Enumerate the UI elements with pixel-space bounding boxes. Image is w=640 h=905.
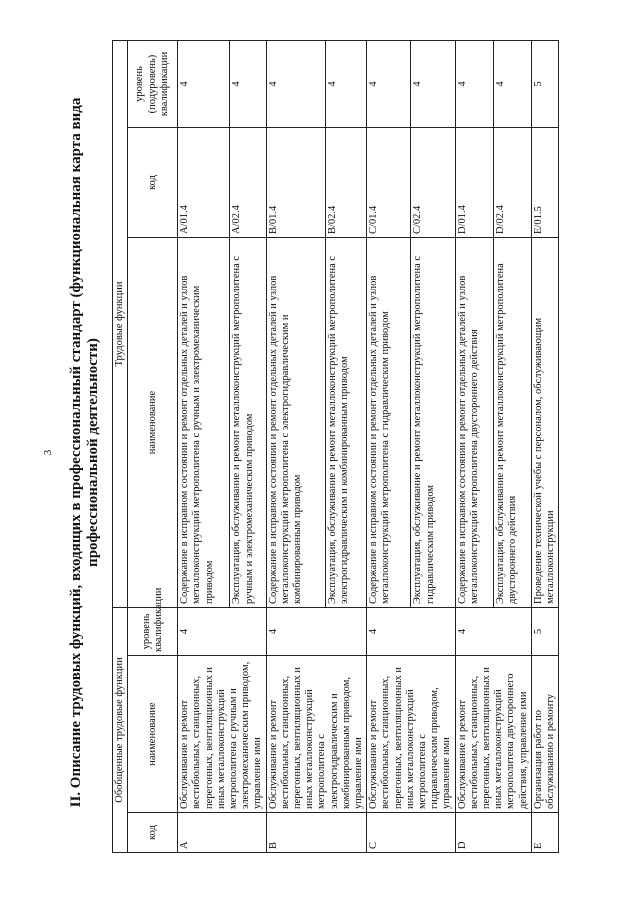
table-row xyxy=(455,40,493,852)
group-name: Обслуживание и ремонт вестибюльных, станционных, перегонных, вентиляционных и иных металлоконструкций метрополитена с электрогидравлическим и комбинированным приводом, управление ими xyxy=(266,656,367,813)
function-level: 4 xyxy=(493,40,531,127)
title-line-1: II. Описание трудовых функций, входящих в профессиональный стандарт (функциональная карта вида xyxy=(68,97,84,808)
function-level: 4 xyxy=(266,40,325,127)
header-tf-code: код xyxy=(128,128,178,238)
function-code: C/01.4 xyxy=(367,128,411,238)
group-level: 4 xyxy=(178,608,266,656)
function-name: Содержание в исправном состоянии и ремонт отдельных деталей и узлов металлоконструкций метрополитена с гидравлическим приводом xyxy=(367,238,411,608)
section-title xyxy=(68,40,102,865)
function-level: 4 xyxy=(455,40,493,127)
function-code: A/01.4 xyxy=(178,128,230,238)
function-name: Содержание в исправном состоянии и ремонт отдельных деталей и узлов металлоконструкций метрополитена с электрогидравлическим и комбинированным приводом xyxy=(266,238,325,608)
group-level: 4 xyxy=(367,608,455,656)
function-level: 4 xyxy=(326,40,367,127)
group-code: A xyxy=(178,813,266,853)
table-row xyxy=(266,40,325,852)
header-row-2 xyxy=(128,40,178,852)
title-line-2: профессиональной деятельности) xyxy=(85,338,101,567)
function-name: Содержание в исправном состоянии и ремонт отдельных деталей и узлов металлоконструкций метрополитена двустороннего действия xyxy=(455,238,493,608)
function-code: E/01.5 xyxy=(531,128,558,238)
function-code: D/01.4 xyxy=(455,128,493,238)
function-code: A/02.4 xyxy=(230,128,266,238)
page-number: 3 xyxy=(42,449,54,456)
group-level: 5 xyxy=(531,608,558,656)
header-level: уровень квалификации xyxy=(128,608,178,656)
group-code: E xyxy=(531,813,558,853)
function-name: Эксплуатация, обслуживание и ремонт металлоконструкций метрополитена с ручным и электромеханическим приводом xyxy=(230,238,266,608)
header-tf-level: уровень (подуровень) квалификации xyxy=(128,40,178,127)
function-code: B/02.4 xyxy=(326,128,367,238)
table-row xyxy=(367,40,411,852)
header-labor: Трудовые функции xyxy=(113,40,128,607)
group-name: Обслуживание и ремонт вестибюльных, станционных, перегонных, вентиляционных и иных металлоконструкций метрополитена двустороннего действия, управление ими xyxy=(455,656,531,813)
function-name: Эксплуатация, обслуживание и ремонт металлоконструкций метрополитена с электрогидравлическим и комбинированным приводом xyxy=(326,238,367,608)
function-code: C/02.4 xyxy=(411,128,455,238)
function-name: Проведение технической учебы с персоналом, обслуживающим металлоконструкции xyxy=(531,238,558,608)
functional-map-table xyxy=(112,40,559,853)
table-row xyxy=(531,40,558,852)
header-code: код xyxy=(128,813,178,853)
header-tf-name: наименование xyxy=(128,238,178,608)
group-code: C xyxy=(367,813,455,853)
group-name: Обслуживание и ремонт вестибюльных, станционных, перегонных, вентиляционных и иных металлоконструкций метрополитена с ручным и электромеханическим приводом, управление ими xyxy=(178,656,266,813)
header-name: наименование xyxy=(128,656,178,813)
function-level: 4 xyxy=(367,40,411,127)
function-level: 5 xyxy=(531,40,558,127)
function-name: Содержание в исправном состоянии и ремонт отдельных деталей и узлов металлоконструкций метрополитена с ручным и электромеханическим приводом xyxy=(178,238,230,608)
group-code: D xyxy=(455,813,531,853)
function-code: D/02.4 xyxy=(493,128,531,238)
table-row xyxy=(178,40,230,852)
function-name: Эксплуатация, обслуживание и ремонт металлоконструкций метрополитена с гидравлическим приводом xyxy=(411,238,455,608)
group-level: 4 xyxy=(266,608,367,656)
group-name: Обслуживание и ремонт вестибюльных, станционных, перегонных, вентиляционных и иных металлоконструкций метрополитена с гидравлическим приводом, управление ими xyxy=(367,656,455,813)
group-code: B xyxy=(266,813,367,853)
function-level: 4 xyxy=(230,40,266,127)
function-code: B/01.4 xyxy=(266,128,325,238)
group-name: Организация работ по обслуживанию и ремонту xyxy=(531,656,558,813)
group-level: 4 xyxy=(455,608,531,656)
function-level: 4 xyxy=(411,40,455,127)
function-name: Эксплуатация, обслуживание и ремонт металлоконструкций метрополитена двустороннего действия xyxy=(493,238,531,608)
header-generalized: Обобщенные трудовые функции xyxy=(113,608,128,853)
header-row-1 xyxy=(113,40,128,852)
function-level: 4 xyxy=(178,40,230,127)
